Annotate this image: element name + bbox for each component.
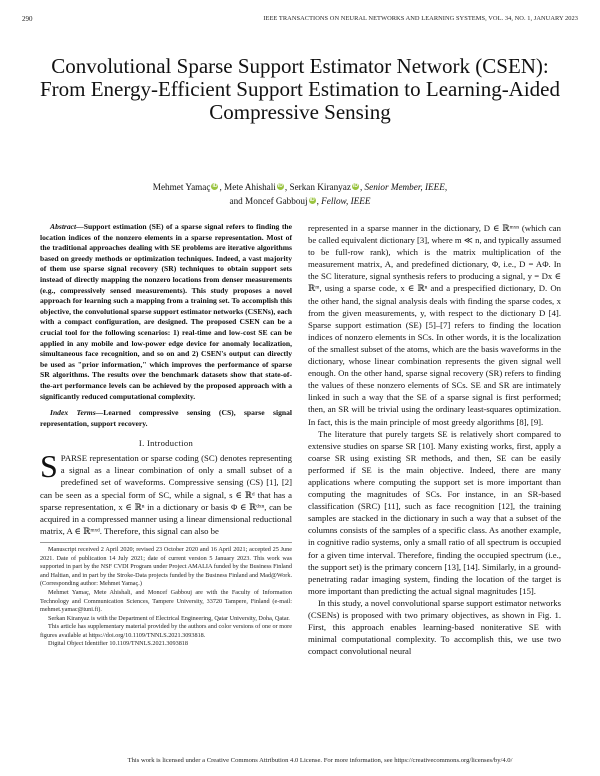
footnote-supplementary: This article has supplementary material provided by the authors and color versions of one or more figures available at https://doi.org/10.1109/TNNLS.2021.3093818.: [40, 623, 292, 639]
author-line-1: [40, 181, 560, 195]
right-column: [308, 222, 561, 657]
introduction: [40, 448, 292, 537]
author-separator: ,: [316, 195, 319, 206]
footnote-rule: [40, 542, 292, 543]
orcid-icon[interactable]: iD: [212, 183, 218, 189]
author-list: [40, 181, 560, 208]
author-separator: ,: [219, 182, 222, 192]
author-separator: ,: [444, 182, 448, 192]
author-name: Serkan Kiranyaz: [289, 182, 351, 192]
body-paragraph: The literature that purely targets SE is relatively short compared to extensive studies on sparse SR [10]. Many existing works, first, apply a coarse SR using existing SR methods, and then, SE can be easily performed if SE is the main objective. Indeed, there are many applications where computing the support set is more important than computing the magnitudes of SCs. For instance, in an SR-based classification (SRC) [11], such as face recognition [12], the training samples are stacked in the dictionary in such a way that a subset of the columns consists of the samples of a specific class. As another example, in cognitive radio systems, only a small ratio of all spectrum is occupied for a given time interval. Therefore, finding the occupied spectrum (i.e., the support set) is the primary concern [13], [14]. Similarly, in a ground-penetrating radar imaging system, finding the location of the target is more important than predicting the actual signal magnitudes [15].: [308, 428, 561, 596]
orcid-icon[interactable]: iD: [277, 183, 283, 189]
abstract: [40, 222, 292, 402]
author-separator: ,: [359, 182, 363, 192]
body-paragraph: In this study, a novel convolutional sparse support estimator networks (CSENs) is proposed with two primary objectives, as shown in Fig. 1. First, this approach enables learning-based noniterative SE with minimal computational complexity. To accomplish this, we use two compact convolutional neural: [308, 597, 561, 657]
section-heading-introduction: I. Introduction: [138, 438, 194, 449]
page-number: 290: [22, 15, 33, 23]
intro-text: PARSE representation or sparse coding (SC) denotes representing a signal as a linear combination of only a small subset of a predefined set of waveforms. Compressive sensing (CS) [1], [2] can be seen as a special form of SC, while a signal, s ∈ ℝᵈ that has a sparse representation, x ∈ ℝⁿ in a dictionary or basis Φ ∈ ℝᵈˣⁿ, can be acquired in a compressed manner using a linear dimensional reductional matrix, A ∈ ℝᵐˣᵈ. Therefore, this signal can also be: [40, 453, 292, 536]
footnotes: [40, 546, 292, 649]
author-line-2: [40, 195, 560, 209]
left-column: [40, 222, 292, 649]
index-terms-text: Learned compressive sensing (CS), sparse signal representation, support recovery.: [40, 408, 292, 428]
footnote-affiliation: Serkan Kiranyaz is with the Department of Electrical Engineering, Qatar University, Doha, Qatar.: [48, 614, 290, 622]
footnote-doi: Digital Object Identifier 10.1109/TNNLS.2021.3093818: [48, 640, 188, 648]
drop-cap: S: [40, 448, 58, 485]
index-terms-label: Index Terms—: [50, 408, 104, 418]
license-footer: This work is licensed under a Creative Commons Attribution 4.0 License. For more information, see https://creativecommons.org/licenses/by/4.0/: [127, 757, 513, 764]
footnote-affiliation: Mehmet Yamaç, Mete Ahishali, and Moncef Gabbouj are with the Faculty of Information Technology and Communication Sciences, Tampere University, 33720 Tampere, Finland (e-mail: mehmet.yamac@tuni.fi).: [40, 588, 292, 614]
intro-paragraph: [40, 448, 292, 537]
abstract-text: Support estimation (SE) of a sparse signal refers to finding the location indices of the nonzero elements in a sparse representation. Most of the traditional approaches dealing with SE problems are iterative algorithms based on greedy methods or optimization techniques. Indeed, a vast majority of them use sparse signal recovery (SR) techniques to obtain support sets instead of directly mapping the nonzero locations from denser measurements (e.g., compressively sensed measurements). This study proposes a novel approach for learning such a mapping from a training set. To accomplish this objective, the convolutional sparse support estimator networks (CSENs), each with a compact configuration, are designed. The proposed CSEN can be a crucial tool for the following scenarios: 1) real-time and low-cost SE can be applied in any mobile and low-power edge device for anomaly localization, simultaneous face recognition, and so on and 2) CSEN's output can directly be used as "prior information," which improves the performance of sparse SR algorithms. The results over the benchmark datasets show that state-of-the-art performance levels can be achieved by the proposed approach with a significantly reduced computational complexity.: [40, 222, 292, 401]
paper-title: Convolutional Sparse Support Estimator Network (CSEN): From Energy-Efficient Support Estimation to Learning-Aided Compressive Sensing: [39, 54, 561, 124]
author-name: Mete Ahishali: [224, 182, 276, 192]
footnote-manuscript: Manuscript received 2 April 2020; revised 23 October 2020 and 16 April 2021; accepted 25 June 2021. Date of publication 14 July 2021; date of current version 5 January 2023. This work was supported in part by the NSF CVDI Program under Project AMALIA funded by the Business Finland and Haltian, and in part by the Stroke-Data projects funded by the Business Finland and Mad@Work. (Corresponding author: Mehmet Yamaç.): [40, 545, 292, 588]
author-title: Fellow, IEEE: [321, 195, 371, 206]
author-name: and Moncef Gabbouj: [229, 195, 308, 206]
orcid-icon[interactable]: iD: [309, 196, 315, 203]
author-separator: ,: [284, 182, 288, 192]
body-paragraph: represented in a sparse manner in the dictionary, D ∈ ℝᵐˣⁿ (which can be called equivalent dictionary [3], where m ≪ n, and typically assumed to be full-row rank), which is the matrix multiplication of the measurement matrix, A, and predefined dictionary, Φ, i.e., D = AΦ. In the SC literature, signal synthesis refers to producing a signal, y = Dx ∈ ℝᵐ, using a sparse code, x ∈ ℝⁿ and a prespecified dictionary, D. On the other hand, the signal analysis deals with finding the sparse codes, x from the given measurements, y, with respect to the dictionary D [4]. Sparse support estimation (SE) [5]–[7] refers to finding the location indices of nonzero elements in SCs. In other words, it is the localization of the smallest subset of the atoms, which are the basis waveforms in the dictionary, whose linear combination represents the given signal well enough. On the other hand, sparse signal recovery (SR) refers to finding the values of these nonzero elements of SCs. SE and SR are intimately linked in such a way that the SE of a sparse signal is first performed; then, an SR will be trivial using the ordinary least-squares optimization. In fact, this is the main principle of most greedy algorithms [8], [9].: [308, 223, 561, 427]
running-head: IEEE TRANSACTIONS ON NEURAL NETWORKS AND LEARNING SYSTEMS, VOL. 34, NO. 1, JANUARY 2023: [263, 15, 578, 22]
index-terms: [40, 408, 292, 429]
author-title: Senior Member, IEEE: [364, 182, 445, 192]
abstract-label: Abstract—: [50, 222, 84, 231]
orcid-icon[interactable]: iD: [352, 183, 358, 189]
author-name: Mehmet Yamaç: [152, 182, 211, 192]
